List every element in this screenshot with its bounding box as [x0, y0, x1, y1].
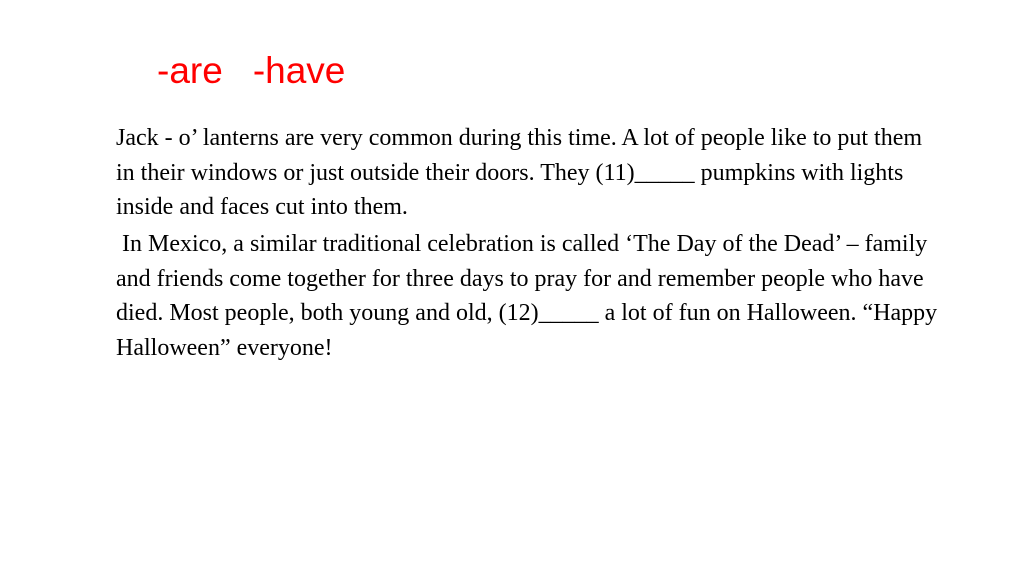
answer-option-have: -have	[252, 50, 346, 91]
title-spacer	[223, 46, 253, 96]
answer-option-are: -are	[157, 50, 223, 91]
paragraph-mexico-text: In Mexico, a similar traditional celebration is called ‘The Day of the Dead’ – family and friends come together for three days to pray for and remember people who have died. Most people, both young and old, (12)_____ a lot of fun on Halloween. “Happy Halloween” everyone!	[116, 231, 938, 361]
paragraph-jack-o-lanterns: Jack - o’ lanterns are very common during this time. A lot of people like to put them in their windows or just outside their doors. They (11)_____ pumpkins with lights inside and faces cut into them.	[116, 125, 923, 220]
paragraph-mexico-day-of-the-dead	[116, 227, 946, 365]
answer-options-title	[157, 46, 345, 96]
